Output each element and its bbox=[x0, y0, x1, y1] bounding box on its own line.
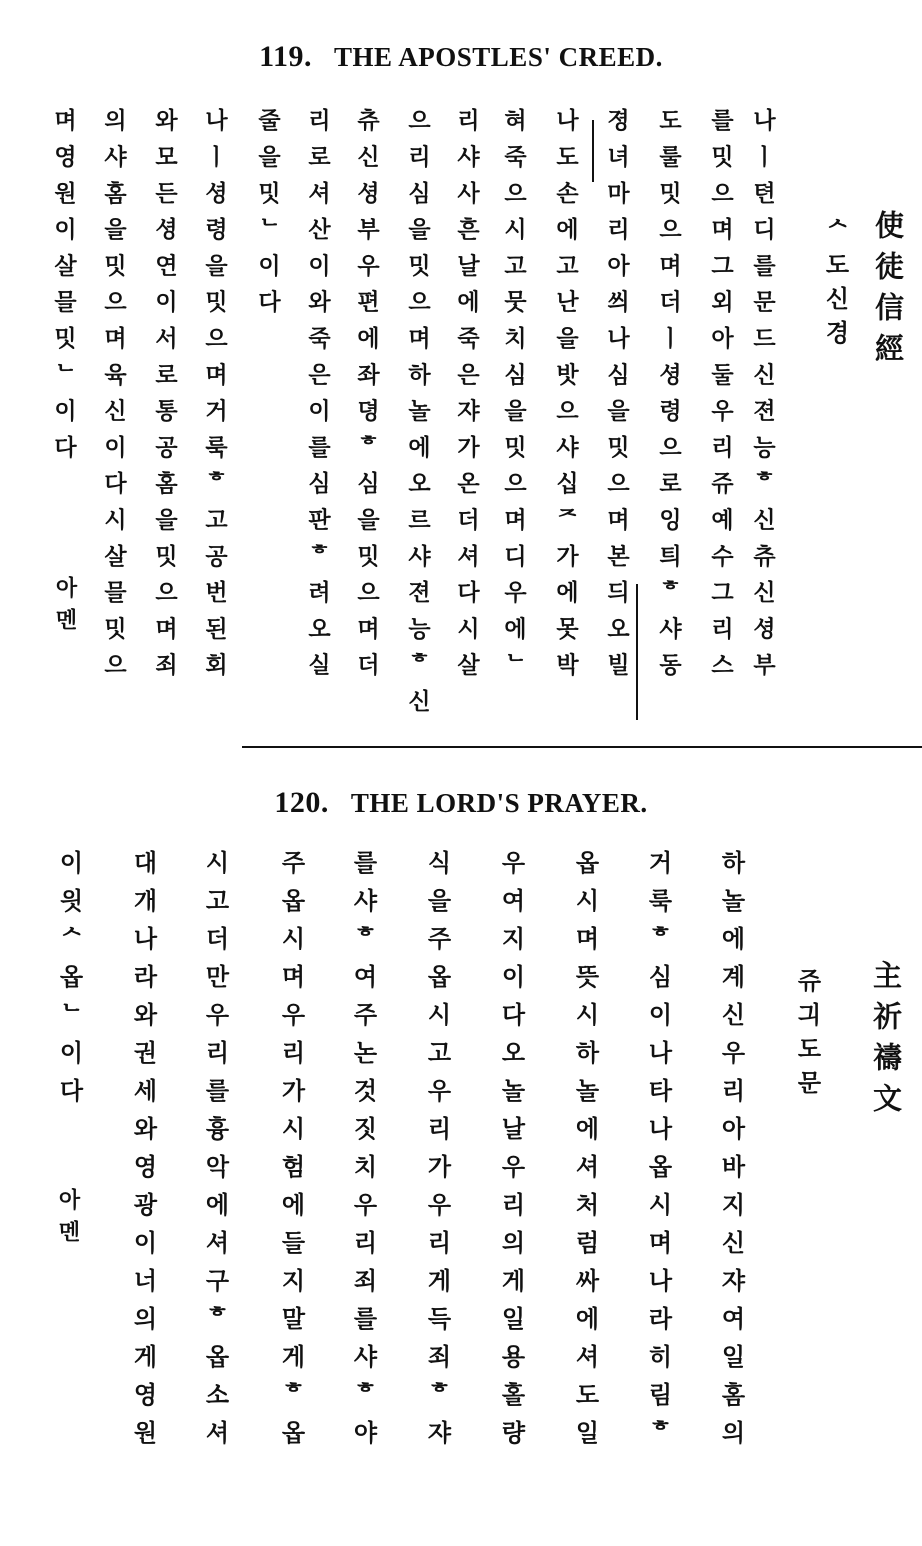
prayer-column-8: 시고더만우리를흉악에셔구ᄒ옵소셔 bbox=[201, 850, 229, 1458]
section-divider bbox=[242, 746, 922, 748]
prayer-column-2: 거룩ᄒ심이나타나옵시며나라히림ᄒ bbox=[644, 850, 672, 1458]
creed-column-8: 으리심을밋으며하놀에오르샤젼능ᄒ신 bbox=[404, 108, 430, 726]
creed-column-10: 리로셔산이와죽은이를심판ᄒ려오실 bbox=[304, 108, 330, 689]
prayer-column-6: 를샤ᄒ여주논것짓치우리죄를샤ᄒ야 bbox=[349, 850, 377, 1458]
prayer-column-7: 주옵시며우리가시험에들지말게ᄒ옵 bbox=[277, 850, 305, 1458]
creed-column-2: 를밋으며그외아둘우리쥬예수그리스 bbox=[707, 108, 733, 689]
creed-column-4: 졍녀마리아씌나심을밋으며본듸오빌 bbox=[603, 108, 629, 689]
prayer-heading-text: THE LORD'S PRAYER. bbox=[350, 788, 648, 818]
prayer-title-korean: 쥬긔도문 bbox=[793, 968, 821, 1104]
prayer-column-5: 식을주옵시고우리가우리게득죄ᄒ쟈 bbox=[423, 850, 451, 1458]
apostles-creed-section bbox=[0, 0, 922, 748]
prayer-column-9: 대개나라와권세와영광이너의게영원 bbox=[129, 850, 157, 1458]
creed-heading-text: THE APOSTLES' CREED. bbox=[334, 42, 663, 72]
prayer-amen: 아멘 bbox=[55, 1188, 80, 1252]
prayer-column-3: 옵시며뜻시하놀에셔처럼싸에셔도일 bbox=[571, 850, 599, 1458]
creed-text-columns bbox=[0, 0, 922, 748]
creed-title-hanja: 使徒信經 bbox=[871, 210, 905, 374]
creed-column-3: 도룰밋으며더ㅣ셩령으로잉틔ᄒ샤동 bbox=[655, 108, 681, 689]
prayer-title-hanja: 主祈禱文 bbox=[869, 960, 903, 1124]
prayer-number: 120. bbox=[274, 786, 329, 819]
lords-prayer-section bbox=[0, 760, 922, 1546]
creed-margin-line-top bbox=[592, 120, 594, 182]
prayer-text-columns bbox=[0, 760, 922, 1546]
creed-column-1: 나ㅣ텬디를문드신젼능ᄒ신츄신셩부 bbox=[749, 108, 775, 689]
creed-amen: 아멘 bbox=[52, 576, 77, 640]
creed-column-7: 리샤사흔날에죽은쟈가온더셔다시살 bbox=[453, 108, 479, 689]
creed-column-5: 나도손에고난을밧으샤십ᄌ가에못박 bbox=[552, 108, 578, 689]
creed-margin-line-bottom bbox=[636, 584, 638, 720]
creed-title-korean: ᄉ도신경 bbox=[821, 218, 849, 354]
prayer-column-1: 하놀에계신우리아바지신쟈여일홈의 bbox=[717, 850, 745, 1458]
prayer-column-4: 우여지이다오놀날우리의게일용홀량 bbox=[497, 850, 525, 1458]
creed-column-6: 혀죽으시고뭇치심을밋으며디우에ᄂ bbox=[500, 108, 526, 689]
prayer-column-10: 이읫ᄉ옵ᄂ이다 bbox=[55, 850, 83, 1116]
creed-column-11: 줄을밋ᄂ이다 bbox=[254, 108, 280, 326]
creed-column-14: 의샤홈을밋으며육신이다시살믈밋으 bbox=[100, 108, 126, 689]
creed-column-12: 나ㅣ셩령을밋으며거룩ᄒ고공번된회 bbox=[201, 108, 227, 689]
creed-column-15: 며영원이살믈밋ᄂ이다 bbox=[50, 108, 76, 471]
creed-number: 119. bbox=[259, 40, 312, 73]
creed-column-13: 와모든셩연이서로통공홈을밋으며죄 bbox=[151, 108, 177, 689]
creed-column-9: 츄신셩부우편에좌뎡ᄒ심을밋으며더 bbox=[353, 108, 379, 689]
